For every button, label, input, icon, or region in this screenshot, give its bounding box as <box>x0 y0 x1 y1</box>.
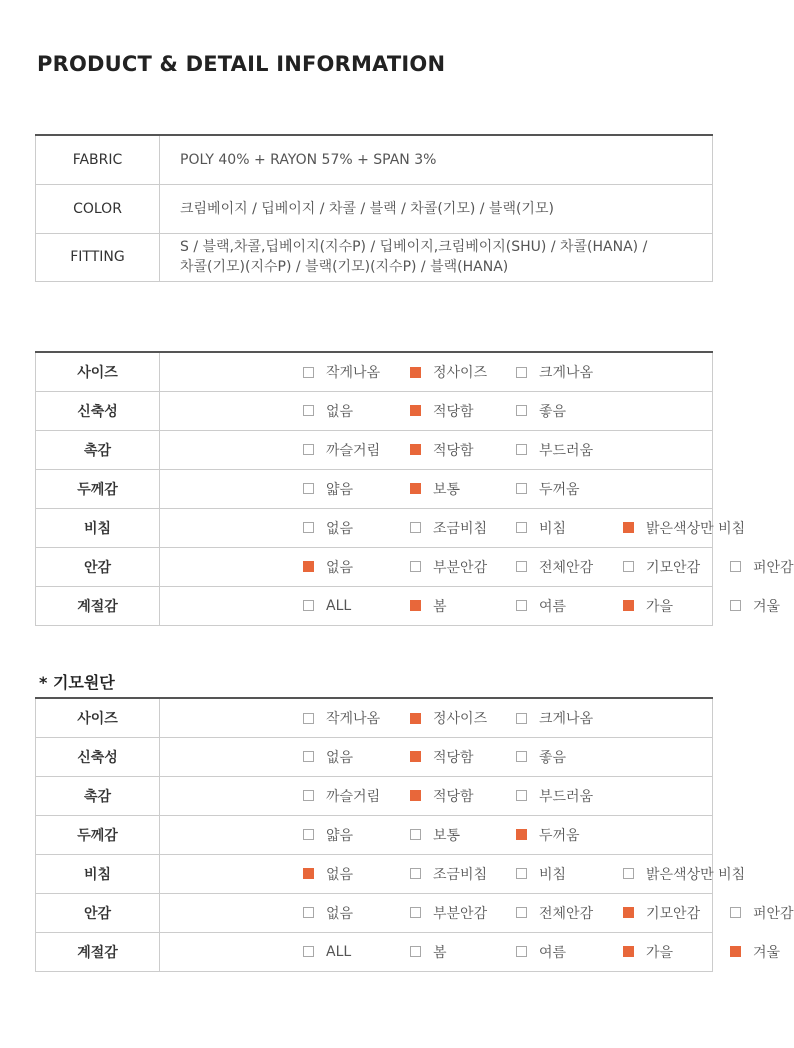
spec-option[interactable] <box>303 933 351 971</box>
checked-box-icon[interactable] <box>623 946 634 957</box>
unchecked-box-icon[interactable] <box>303 444 314 455</box>
spec-option-label: 여름 <box>539 598 567 615</box>
spec-label: 사이즈 <box>36 698 160 737</box>
spec-option-label: 까슬거림 <box>326 442 381 459</box>
checked-box-icon[interactable] <box>730 946 741 957</box>
spec-options <box>160 815 713 854</box>
spec-option-label: 퍼안감 <box>753 905 794 922</box>
checked-box-icon[interactable] <box>410 483 421 494</box>
spec-option-label: 얇음 <box>326 827 354 844</box>
spec-option-label: 작게나옴 <box>326 365 381 381</box>
info-value: POLY 40% + RAYON 57% + SPAN 3% <box>160 135 713 184</box>
unchecked-box-icon[interactable] <box>516 946 527 957</box>
unchecked-box-icon[interactable] <box>303 405 314 416</box>
spec-option-label: 보통 <box>433 827 461 844</box>
spec-option[interactable] <box>516 353 593 391</box>
info-value-line: 차콜(기모)(지수P) / 블랙(기모)(지수P) / 블랙(HANA) <box>180 259 509 275</box>
unchecked-box-icon[interactable] <box>623 868 634 879</box>
checked-box-icon[interactable] <box>410 600 421 611</box>
unchecked-box-icon[interactable] <box>410 522 421 533</box>
unchecked-box-icon[interactable] <box>410 946 421 957</box>
spec-option[interactable] <box>516 894 593 932</box>
info-value-line: S / 블랙,차콜,딥베이지(지수P) / 딥베이지,크림베이지(SHU) / 차콜(HANA) / <box>180 239 648 255</box>
spec-option-label: 부분안감 <box>433 559 488 576</box>
unchecked-box-icon[interactable] <box>516 600 527 611</box>
spec-option-label: 없음 <box>326 559 354 576</box>
unchecked-box-icon[interactable] <box>303 946 314 957</box>
spec-option-label: 보통 <box>433 481 461 498</box>
spec-label: 계절감 <box>36 932 160 971</box>
spec-option[interactable] <box>516 587 566 625</box>
spec-option[interactable] <box>303 894 353 932</box>
spec-option[interactable] <box>730 933 780 971</box>
spec-row <box>36 430 713 469</box>
spec-option-label: 없음 <box>326 866 354 883</box>
spec-option[interactable] <box>303 738 353 776</box>
spec-option-label: 밝은색상만 비침 <box>646 866 746 883</box>
spec-options <box>160 430 713 469</box>
spec-option-label: 없음 <box>326 749 354 766</box>
spec-option-label: 가을 <box>646 598 674 615</box>
unchecked-box-icon[interactable] <box>516 790 527 801</box>
section-title-brushed: * 기모원단 <box>39 673 115 692</box>
spec-options <box>160 737 713 776</box>
spec-option[interactable] <box>303 816 353 854</box>
checked-box-icon[interactable] <box>410 790 421 801</box>
unchecked-box-icon[interactable] <box>303 600 314 611</box>
unchecked-box-icon[interactable] <box>410 829 421 840</box>
spec-option[interactable] <box>516 738 566 776</box>
unchecked-box-icon[interactable] <box>730 561 741 572</box>
spec-option[interactable] <box>516 431 593 469</box>
spec-row <box>36 508 713 547</box>
spec-option-label: 없음 <box>326 905 354 922</box>
spec-row <box>36 352 713 391</box>
spec-option-label: 두꺼움 <box>539 481 580 498</box>
spec-option[interactable] <box>516 548 593 586</box>
spec-option-label: 부분안감 <box>433 905 488 922</box>
spec-option-label: ALL <box>326 943 352 960</box>
unchecked-box-icon[interactable] <box>516 907 527 918</box>
unchecked-box-icon[interactable] <box>410 868 421 879</box>
product-info-table <box>35 134 713 282</box>
checked-box-icon[interactable] <box>410 751 421 762</box>
spec-option-label: 적당함 <box>433 442 474 459</box>
spec-option-label: 까슬거림 <box>326 788 381 805</box>
spec-option-label: 겨울 <box>753 598 781 615</box>
spec-option[interactable] <box>410 894 487 932</box>
unchecked-box-icon[interactable] <box>303 483 314 494</box>
spec-row <box>36 893 713 932</box>
spec-option[interactable] <box>303 431 380 469</box>
unchecked-box-icon[interactable] <box>516 444 527 455</box>
checked-box-icon[interactable] <box>303 561 314 572</box>
spec-option[interactable] <box>623 855 745 893</box>
spec-row <box>36 854 713 893</box>
spec-option[interactable] <box>303 548 353 586</box>
spec-option[interactable] <box>410 392 474 430</box>
spec-row <box>36 815 713 854</box>
spec-option-label: 밝은색상만 비침 <box>646 520 746 537</box>
spec-table-main <box>35 351 794 626</box>
spec-options <box>160 352 713 391</box>
spec-label: 촉감 <box>36 430 160 469</box>
info-value <box>160 233 713 281</box>
info-label: COLOR <box>36 184 160 233</box>
spec-option-label: 정사이즈 <box>433 365 488 381</box>
spec-option-label: 퍼안감 <box>753 559 794 576</box>
checked-box-icon[interactable] <box>623 907 634 918</box>
unchecked-box-icon[interactable] <box>303 713 314 724</box>
spec-option-label: 적당함 <box>433 749 474 766</box>
spec-row <box>36 698 713 737</box>
checked-box-icon[interactable] <box>410 367 421 378</box>
spec-option-label: 가을 <box>646 944 674 961</box>
spec-option[interactable] <box>303 392 353 430</box>
info-value: 크림베이지 / 딥베이지 / 차콜 / 블랙 / 차콜(기모) / 블랙(기모) <box>160 184 713 233</box>
spec-option[interactable] <box>623 894 700 932</box>
spec-label: 신축성 <box>36 737 160 776</box>
page-title: PRODUCT & DETAIL INFORMATION <box>37 52 446 76</box>
unchecked-box-icon[interactable] <box>516 522 527 533</box>
spec-label: 안감 <box>36 893 160 932</box>
spec-option-label: 부드러움 <box>539 788 594 805</box>
spec-option[interactable] <box>410 816 460 854</box>
info-row-color <box>36 184 713 233</box>
spec-option-label: 크게나옴 <box>539 711 594 727</box>
spec-options <box>160 698 713 737</box>
spec-option[interactable] <box>516 816 580 854</box>
spec-label: 안감 <box>36 547 160 586</box>
checked-box-icon[interactable] <box>410 405 421 416</box>
unchecked-box-icon[interactable] <box>303 790 314 801</box>
spec-option[interactable] <box>516 699 593 737</box>
unchecked-box-icon[interactable] <box>303 907 314 918</box>
spec-option-label: 비침 <box>539 520 567 537</box>
spec-option[interactable] <box>410 587 447 625</box>
spec-options <box>160 586 781 625</box>
spec-option[interactable] <box>730 894 794 932</box>
spec-option[interactable] <box>516 509 566 547</box>
spec-options <box>160 893 794 932</box>
spec-row <box>36 932 713 971</box>
unchecked-box-icon[interactable] <box>303 522 314 533</box>
info-label: FABRIC <box>36 135 160 184</box>
spec-option[interactable] <box>410 777 474 815</box>
spec-row <box>36 391 713 430</box>
spec-option[interactable] <box>410 699 487 737</box>
spec-option[interactable] <box>410 933 447 971</box>
spec-option[interactable] <box>516 392 566 430</box>
unchecked-box-icon[interactable] <box>623 561 634 572</box>
spec-option[interactable] <box>303 777 380 815</box>
spec-option[interactable] <box>410 509 487 547</box>
spec-option[interactable] <box>623 548 700 586</box>
spec-option-label: 없음 <box>326 520 354 537</box>
checked-box-icon[interactable] <box>516 829 527 840</box>
spec-option[interactable] <box>303 587 351 625</box>
spec-option-label: 좋음 <box>539 749 567 766</box>
spec-option[interactable] <box>410 470 460 508</box>
spec-option[interactable] <box>303 353 380 391</box>
spec-option-label: 조금비침 <box>433 866 488 883</box>
spec-option-label: 작게나옴 <box>326 711 381 727</box>
checked-box-icon[interactable] <box>303 868 314 879</box>
spec-option-label: 전체안감 <box>539 905 594 922</box>
spec-option[interactable] <box>516 470 580 508</box>
spec-options <box>160 932 781 971</box>
spec-label: 계절감 <box>36 586 160 625</box>
spec-option-label: 부드러움 <box>539 442 594 459</box>
unchecked-box-icon[interactable] <box>730 907 741 918</box>
spec-option-label: 얇음 <box>326 481 354 498</box>
spec-row <box>36 776 713 815</box>
spec-option-label: 좋음 <box>539 403 567 420</box>
spec-option-label: 적당함 <box>433 788 474 805</box>
unchecked-box-icon[interactable] <box>730 600 741 611</box>
spec-option[interactable] <box>516 933 566 971</box>
spec-option[interactable] <box>410 353 487 391</box>
spec-option-label: 전체안감 <box>539 559 594 576</box>
checked-box-icon[interactable] <box>623 600 634 611</box>
spec-options <box>160 547 794 586</box>
spec-option[interactable] <box>730 587 780 625</box>
checked-box-icon[interactable] <box>410 713 421 724</box>
unchecked-box-icon[interactable] <box>516 405 527 416</box>
spec-option[interactable] <box>623 933 673 971</box>
checked-box-icon[interactable] <box>410 444 421 455</box>
spec-row <box>36 586 713 625</box>
unchecked-box-icon[interactable] <box>410 907 421 918</box>
unchecked-box-icon[interactable] <box>303 751 314 762</box>
spec-row <box>36 737 713 776</box>
spec-label: 비침 <box>36 854 160 893</box>
unchecked-box-icon[interactable] <box>516 561 527 572</box>
spec-row <box>36 469 713 508</box>
spec-options <box>160 469 713 508</box>
spec-option[interactable] <box>303 509 353 547</box>
spec-label: 사이즈 <box>36 352 160 391</box>
spec-label: 신축성 <box>36 391 160 430</box>
unchecked-box-icon[interactable] <box>516 868 527 879</box>
info-row-fabric <box>36 135 713 184</box>
unchecked-box-icon[interactable] <box>516 367 527 378</box>
spec-option-label: 적당함 <box>433 403 474 420</box>
spec-label: 비침 <box>36 508 160 547</box>
checked-box-icon[interactable] <box>623 522 634 533</box>
spec-option[interactable] <box>623 587 673 625</box>
spec-option-label: ALL <box>326 597 352 614</box>
spec-option-label: 겨울 <box>753 944 781 961</box>
spec-option[interactable] <box>303 855 353 893</box>
spec-option[interactable] <box>730 548 794 586</box>
spec-option-label: 조금비침 <box>433 520 488 537</box>
spec-option-label: 비침 <box>539 866 567 883</box>
spec-option[interactable] <box>410 855 487 893</box>
spec-option-label: 봄 <box>433 944 447 961</box>
unchecked-box-icon[interactable] <box>516 751 527 762</box>
unchecked-box-icon[interactable] <box>410 561 421 572</box>
spec-option-label: 여름 <box>539 944 567 961</box>
spec-option-label: 정사이즈 <box>433 711 488 727</box>
spec-label: 두께감 <box>36 815 160 854</box>
spec-option[interactable] <box>516 777 593 815</box>
spec-options <box>160 508 746 547</box>
info-label: FITTING <box>36 233 160 281</box>
spec-row <box>36 547 713 586</box>
info-row-fitting <box>36 233 713 281</box>
spec-option[interactable] <box>410 431 474 469</box>
spec-label: 두께감 <box>36 469 160 508</box>
spec-options <box>160 776 713 815</box>
spec-option[interactable] <box>410 738 474 776</box>
spec-options <box>160 854 746 893</box>
spec-option[interactable] <box>516 855 566 893</box>
spec-option-label: 없음 <box>326 403 354 420</box>
spec-options <box>160 391 713 430</box>
spec-option-label: 봄 <box>433 598 447 615</box>
spec-option-label: 기모안감 <box>646 905 701 922</box>
spec-label: 촉감 <box>36 776 160 815</box>
spec-option[interactable] <box>303 470 353 508</box>
spec-table-brushed <box>35 697 794 972</box>
spec-option-label: 기모안감 <box>646 559 701 576</box>
unchecked-box-icon[interactable] <box>303 829 314 840</box>
spec-option[interactable] <box>410 548 487 586</box>
spec-option-label: 크게나옴 <box>539 365 594 381</box>
spec-option[interactable] <box>623 509 745 547</box>
spec-option[interactable] <box>303 699 380 737</box>
spec-option-label: 두꺼움 <box>539 827 580 844</box>
unchecked-box-icon[interactable] <box>516 483 527 494</box>
unchecked-box-icon[interactable] <box>516 713 527 724</box>
unchecked-box-icon[interactable] <box>303 367 314 378</box>
